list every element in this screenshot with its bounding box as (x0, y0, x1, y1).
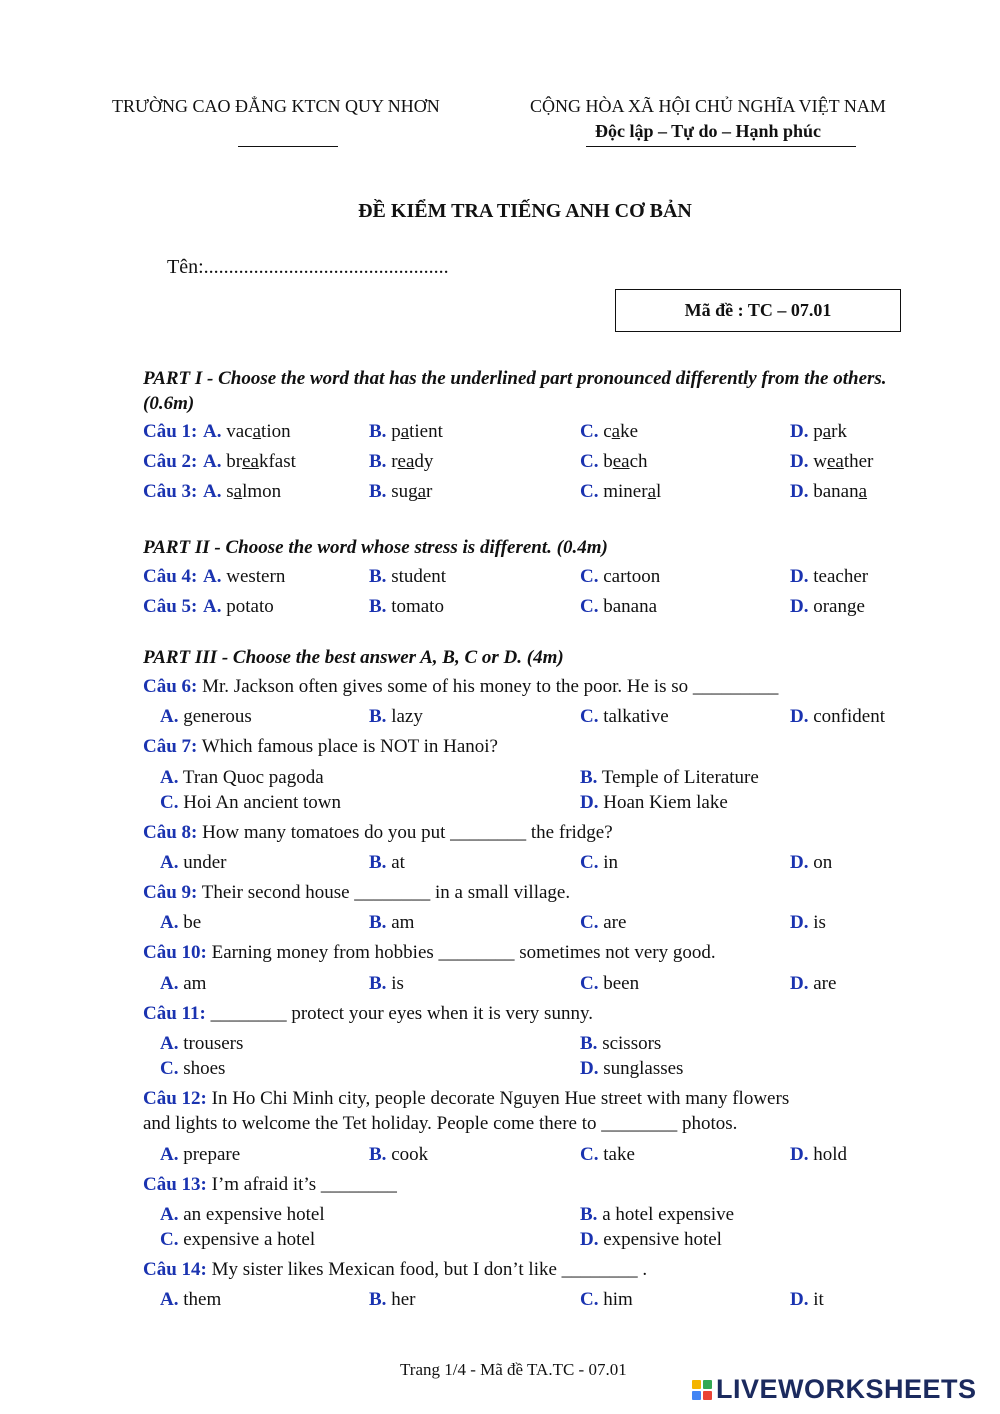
q5-option-c[interactable] (580, 596, 657, 618)
q11-option-a[interactable] (160, 1033, 243, 1055)
question-5-label: Câu 5: (143, 596, 198, 617)
name-field[interactable]: Tên:................................................. (167, 256, 449, 278)
option-text: banana (603, 596, 658, 617)
part-1-heading: PART I - Choose the word that has the underlined part pronounced differently from the others. (0.6m) (143, 368, 887, 414)
q2-option-b[interactable] (369, 451, 433, 473)
question-10-label: Câu 10: (143, 942, 207, 963)
underlined-part: a (647, 481, 656, 502)
option-text: been (603, 973, 640, 994)
option-letter: D. (790, 451, 809, 472)
option-letter: A. (160, 973, 179, 994)
question-9-text: Their second house ________ in a small village. (201, 882, 571, 903)
question-14-text: My sister likes Mexican food, but I don’t like ________ . (211, 1259, 648, 1280)
underlined-part: a (417, 481, 427, 502)
q12-option-d[interactable] (790, 1144, 847, 1166)
option-letter: A. (203, 596, 222, 617)
word-part: ke (620, 421, 639, 442)
q13-option-c[interactable] (160, 1229, 315, 1251)
option-letter: D. (580, 792, 599, 813)
option-letter: A. (160, 706, 179, 727)
question-8-text: How many tomatoes do you put ________ the fridge? (202, 822, 613, 843)
option-text: sunglasses (603, 1058, 684, 1079)
word-part: ther (843, 451, 874, 472)
q11-option-b[interactable] (580, 1033, 661, 1055)
word-part: br (226, 451, 243, 472)
q10-option-d[interactable] (790, 973, 836, 995)
option-word (603, 421, 638, 442)
option-text: cook (391, 1144, 429, 1165)
option-text: talkative (603, 706, 669, 727)
question-10-text: Earning money from hobbies ________ sometimes not very good. (211, 942, 716, 963)
option-word (603, 451, 647, 472)
option-letter: B. (580, 1033, 598, 1054)
q9-option-c[interactable] (580, 912, 626, 934)
q12-option-b[interactable] (369, 1144, 428, 1166)
question-12-label: Câu 12: (143, 1088, 207, 1109)
q9-option-b[interactable] (369, 912, 414, 934)
question-11-stem (143, 1003, 593, 1025)
exam-code-box (615, 289, 901, 332)
option-text: am (391, 912, 415, 933)
word-part: rk (831, 421, 847, 442)
option-text: in (603, 852, 619, 873)
q14-option-b[interactable] (369, 1289, 415, 1311)
q5-option-a[interactable] (203, 596, 274, 618)
q5-option-d[interactable] (790, 596, 865, 618)
word-part: ch (629, 451, 648, 472)
option-letter: B. (369, 481, 387, 502)
word-part: kfast (258, 451, 296, 472)
option-word (391, 451, 433, 472)
word-part: vac (226, 421, 253, 442)
q8-option-d[interactable] (790, 852, 832, 874)
option-text: be (183, 912, 202, 933)
option-text: a hotel expensive (602, 1204, 735, 1225)
exam-code: Mã đề : TC – 07.01 (684, 300, 832, 320)
option-word (391, 481, 432, 502)
q2-option-c[interactable] (580, 451, 648, 473)
word-part: miner (603, 481, 648, 502)
option-text: confident (813, 706, 885, 727)
option-text: western (226, 566, 286, 587)
option-letter: B. (369, 566, 387, 587)
q9-option-a[interactable] (160, 912, 201, 934)
option-text: expensive hotel (603, 1229, 722, 1250)
option-text: it (813, 1289, 824, 1310)
question-12-text-2: and lights to welcome the Tet holiday. People come there to ________ photos. (143, 1113, 738, 1134)
option-letter: C. (160, 1229, 179, 1250)
underlined-part: ea (612, 451, 630, 472)
q14-option-d[interactable] (790, 1289, 824, 1311)
option-text: an expensive hotel (183, 1204, 325, 1225)
option-text: him (603, 1289, 633, 1310)
option-letter: B. (369, 1289, 387, 1310)
option-letter: B. (369, 451, 387, 472)
option-letter: B. (369, 706, 387, 727)
option-letter: A. (203, 451, 222, 472)
page-title: ĐỀ KIỂM TRA TIẾNG ANH CƠ BẢN (358, 200, 692, 222)
q3-option-c[interactable] (580, 481, 661, 503)
option-letter: D. (790, 1289, 809, 1310)
option-letter: B. (369, 1144, 387, 1165)
word-part: w (813, 451, 827, 472)
option-word (813, 421, 847, 442)
q4-option-d[interactable] (790, 566, 868, 588)
republic-name: CỘNG HÒA XÃ HỘI CHỦ NGHĨA VIỆT NAM (530, 96, 886, 116)
option-letter: C. (580, 421, 599, 442)
option-text: shoes (183, 1058, 226, 1079)
word-part: c (603, 421, 612, 442)
q1-option-b[interactable] (369, 421, 443, 443)
q6-option-c[interactable] (580, 706, 669, 728)
option-letter: A. (203, 481, 222, 502)
question-10-stem (143, 942, 716, 964)
option-letter: B. (369, 973, 387, 994)
motto-underline (586, 146, 856, 147)
option-letter: D. (790, 421, 809, 442)
q3-option-b[interactable] (369, 481, 432, 503)
option-text: is (813, 912, 826, 933)
question-9-label: Câu 9: (143, 882, 198, 903)
option-text: prepare (183, 1144, 241, 1165)
question-12-stem (143, 1088, 789, 1110)
q4-option-a[interactable] (203, 566, 285, 588)
option-word (813, 481, 867, 502)
question-7-label: Câu 7: (143, 736, 198, 757)
q8-option-b[interactable] (369, 852, 405, 874)
question-7-stem (143, 736, 498, 758)
q3-option-d[interactable] (790, 481, 867, 503)
underlined-part: a (611, 421, 621, 442)
q7-option-a[interactable] (160, 767, 324, 789)
underlined-part: ea (242, 451, 259, 472)
option-text: trousers (183, 1033, 244, 1054)
underlined-part: a (858, 481, 868, 502)
q13-option-b[interactable] (580, 1204, 734, 1226)
question-6-stem (143, 676, 778, 698)
underlined-part: a (252, 421, 262, 442)
option-letter: C. (160, 792, 179, 813)
option-letter: A. (160, 1033, 179, 1054)
underlined-part: ea (826, 451, 844, 472)
q4-option-b[interactable] (369, 566, 446, 588)
option-letter: D. (790, 706, 809, 727)
option-letter: A. (160, 852, 179, 873)
option-text: at (391, 852, 405, 873)
underlined-part: a (233, 481, 243, 502)
question-13-text: I’m afraid it’s ________ (211, 1174, 397, 1195)
word-part: tient (409, 421, 443, 442)
word-part: p (391, 421, 401, 442)
option-letter: B. (369, 421, 387, 442)
option-letter: D. (790, 1144, 809, 1165)
q10-option-c[interactable] (580, 973, 639, 995)
option-text: am (183, 973, 207, 994)
option-letter: B. (369, 852, 387, 873)
question-6-label: Câu 6: (143, 676, 198, 697)
question-2-label: Câu 2: (143, 451, 198, 472)
option-text: scissors (602, 1033, 662, 1054)
word-part: b (603, 451, 613, 472)
word-part: banan (813, 481, 859, 502)
option-letter: C. (580, 481, 599, 502)
option-letter: C. (160, 1058, 179, 1079)
question-14-stem (143, 1259, 647, 1281)
question-8-stem (143, 822, 613, 844)
part-2-heading: PART II - Choose the word whose stress is different. (0.4m) (143, 537, 608, 558)
underlined-part: a (400, 421, 410, 442)
question-14-label: Câu 14: (143, 1259, 207, 1280)
q6-option-d[interactable] (790, 706, 885, 728)
q7-option-b[interactable] (580, 767, 759, 789)
option-letter: A. (203, 421, 222, 442)
option-letter: C. (580, 451, 599, 472)
option-letter: A. (160, 1144, 179, 1165)
option-letter: D. (790, 566, 809, 587)
option-letter: C. (580, 566, 599, 587)
option-text: potato (226, 596, 274, 617)
option-letter: A. (203, 566, 222, 587)
q6-option-b[interactable] (369, 706, 423, 728)
word-part: dy (414, 451, 434, 472)
q8-option-a[interactable] (160, 852, 227, 874)
option-letter: D. (580, 1229, 599, 1250)
q1-option-a[interactable] (203, 421, 291, 443)
option-text: hold (813, 1144, 848, 1165)
option-letter: A. (160, 1289, 179, 1310)
option-text: teacher (813, 566, 869, 587)
option-text: tomato (391, 596, 444, 617)
option-text: Temple of Literature (601, 767, 759, 788)
option-text: cartoon (603, 566, 661, 587)
option-text: Tran Quoc pagoda (182, 767, 324, 788)
word-part: s (226, 481, 234, 502)
option-text: generous (183, 706, 252, 727)
option-word (391, 421, 443, 442)
q7-option-d[interactable] (580, 792, 728, 814)
option-text: take (603, 1144, 635, 1165)
question-12-text-1: In Ho Chi Minh city, people decorate Nguyen Hue street with many flowers (211, 1088, 790, 1109)
q12-option-a[interactable] (160, 1144, 240, 1166)
word-part: r (391, 451, 398, 472)
option-letter: D. (790, 852, 809, 873)
option-letter: A. (160, 1204, 179, 1225)
q12-option-c[interactable] (580, 1144, 635, 1166)
q6-option-a[interactable] (160, 706, 252, 728)
question-13-stem (143, 1174, 397, 1196)
q11-option-c[interactable] (160, 1058, 225, 1080)
option-text: orange (813, 596, 865, 617)
q1-option-c[interactable] (580, 421, 638, 443)
option-letter: C. (580, 852, 599, 873)
option-text: expensive a hotel (183, 1229, 316, 1250)
q3-option-a[interactable] (203, 481, 281, 503)
option-letter: D. (790, 973, 809, 994)
word-part: r (426, 481, 433, 502)
option-word (813, 451, 873, 472)
option-word (603, 481, 661, 502)
q4-option-c[interactable] (580, 566, 660, 588)
question-3-label: Câu 3: (143, 481, 198, 502)
option-letter: C. (580, 912, 599, 933)
option-word (226, 451, 296, 472)
word-part: tion (261, 421, 291, 442)
option-letter: A. (160, 767, 179, 788)
q7-option-c[interactable] (160, 792, 341, 814)
q2-option-d[interactable] (790, 451, 873, 473)
option-letter: D. (790, 912, 809, 933)
option-text: under (183, 852, 227, 873)
option-text: them (183, 1289, 222, 1310)
option-letter: B. (369, 912, 387, 933)
option-letter: C. (580, 1289, 599, 1310)
q10-option-a[interactable] (160, 973, 206, 995)
option-letter: D. (580, 1058, 599, 1079)
logo-text: LIVEWORKSHEETS (716, 1374, 977, 1404)
q14-option-a[interactable] (160, 1289, 221, 1311)
option-letter: B. (580, 1204, 598, 1225)
motto: Độc lập – Tự do – Hạnh phúc (595, 121, 822, 141)
question-13-label: Câu 13: (143, 1174, 207, 1195)
option-text: are (603, 912, 627, 933)
logo-blocks-icon (692, 1380, 712, 1400)
q11-option-d[interactable] (580, 1058, 683, 1080)
school-underline (238, 146, 338, 147)
question-7-text: Which famous place is NOT in Hanoi? (201, 736, 498, 757)
question-11-label: Câu 11: (143, 1003, 206, 1024)
word-part: lmon (242, 481, 282, 502)
word-part: l (656, 481, 662, 502)
option-text: Hoi An ancient town (183, 792, 342, 813)
option-letter: D. (790, 481, 809, 502)
underlined-part: a (822, 421, 832, 442)
option-text: Hoan Kiem lake (603, 792, 728, 813)
q13-option-d[interactable] (580, 1229, 722, 1251)
option-text: her (391, 1289, 416, 1310)
option-letter: C. (580, 1144, 599, 1165)
option-letter: C. (580, 706, 599, 727)
q9-option-d[interactable] (790, 912, 826, 934)
option-text: student (391, 566, 447, 587)
part-3-heading: PART III - Choose the best answer A, B, C or D. (4m) (143, 647, 564, 668)
q1-option-d[interactable] (790, 421, 847, 443)
question-9-stem (143, 882, 570, 904)
option-word (226, 481, 281, 502)
option-text: on (813, 852, 833, 873)
option-letter: C. (580, 973, 599, 994)
question-4-label: Câu 4: (143, 566, 198, 587)
school-name: TRƯỜNG CAO ĐẲNG KTCN QUY NHƠN (112, 96, 440, 116)
option-letter: D. (790, 596, 809, 617)
q2-option-a[interactable] (203, 451, 296, 473)
question-11-text: ________ protect your eyes when it is very sunny. (210, 1003, 593, 1024)
q13-option-a[interactable] (160, 1204, 325, 1226)
option-text: is (391, 973, 404, 994)
option-letter: B. (369, 596, 387, 617)
underlined-part: ea (397, 451, 415, 472)
option-text: lazy (391, 706, 423, 727)
option-text: are (813, 973, 837, 994)
liveworksheets-logo (692, 1374, 977, 1405)
q8-option-c[interactable] (580, 852, 618, 874)
option-letter: B. (580, 767, 598, 788)
option-letter: A. (160, 912, 179, 933)
word-part: p (813, 421, 823, 442)
q10-option-b[interactable] (369, 973, 404, 995)
word-part: sug (391, 481, 418, 502)
q14-option-c[interactable] (580, 1289, 633, 1311)
option-word (226, 421, 290, 442)
question-8-label: Câu 8: (143, 822, 198, 843)
option-letter: C. (580, 596, 599, 617)
page-footer: Trang 1/4 - Mã đề TA.TC - 07.01 (400, 1360, 627, 1379)
q5-option-b[interactable] (369, 596, 444, 618)
question-6-text: Mr. Jackson often gives some of his money to the poor. He is so _________ (202, 676, 779, 697)
question-1-label: Câu 1: (143, 421, 198, 442)
